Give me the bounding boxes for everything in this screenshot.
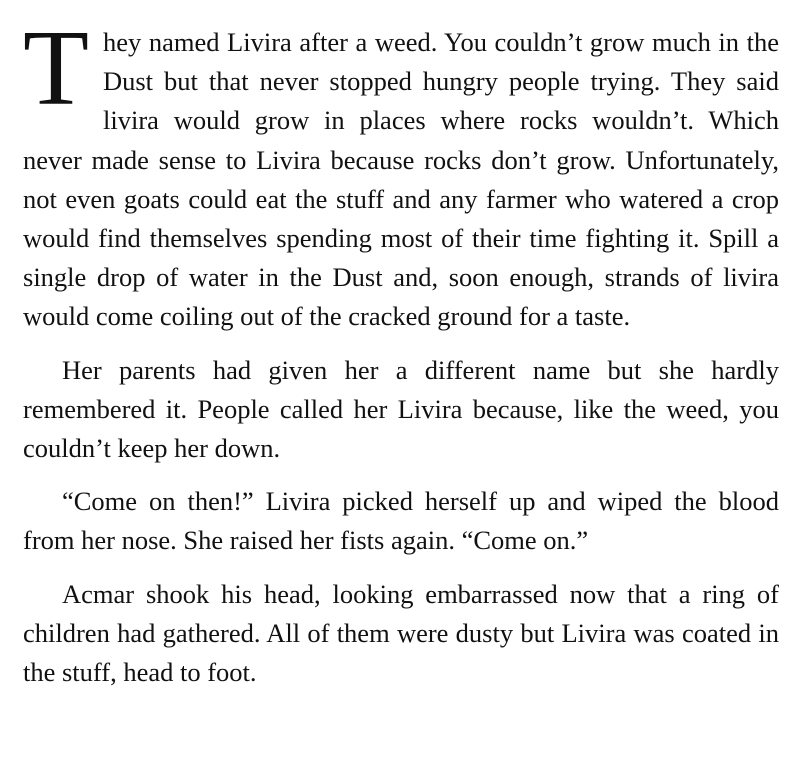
paragraph-2: Her parents had given her a different name but she hardly remembered it. People called her Livira because, like the weed, you couldn’t keep her down. (23, 354, 779, 464)
book-page (23, 0, 779, 692)
paragraph-1 (23, 0, 779, 337)
paragraph-3: “Come on then!” Livira picked herself up and wiped the blood from her nose. She raised her fists again. “Come on.” (23, 486, 779, 556)
paragraph-4: Acmar shook his head, looking embarrassed now that a ring of children had gathered. All of them were dusty but Livira was coated in the stuff, head to foot. (23, 578, 779, 688)
drop-cap: T (23, 9, 89, 128)
paragraph-1-text: hey named Livira after a weed. You couldn’t grow much in the Dust but that never stopped hungry people trying. They said livira would grow in places where rocks wouldn’t. Which never made sense to Livira because rocks don’t grow. Unfortunately, not even goats could eat the stuff and any farmer who watered a crop would find themselves spending most of their time fighting it. Spill a single drop of water in the Dust and, soon enough, strands of livira would come coiling out of the cracked ground for a taste. (23, 27, 779, 332)
